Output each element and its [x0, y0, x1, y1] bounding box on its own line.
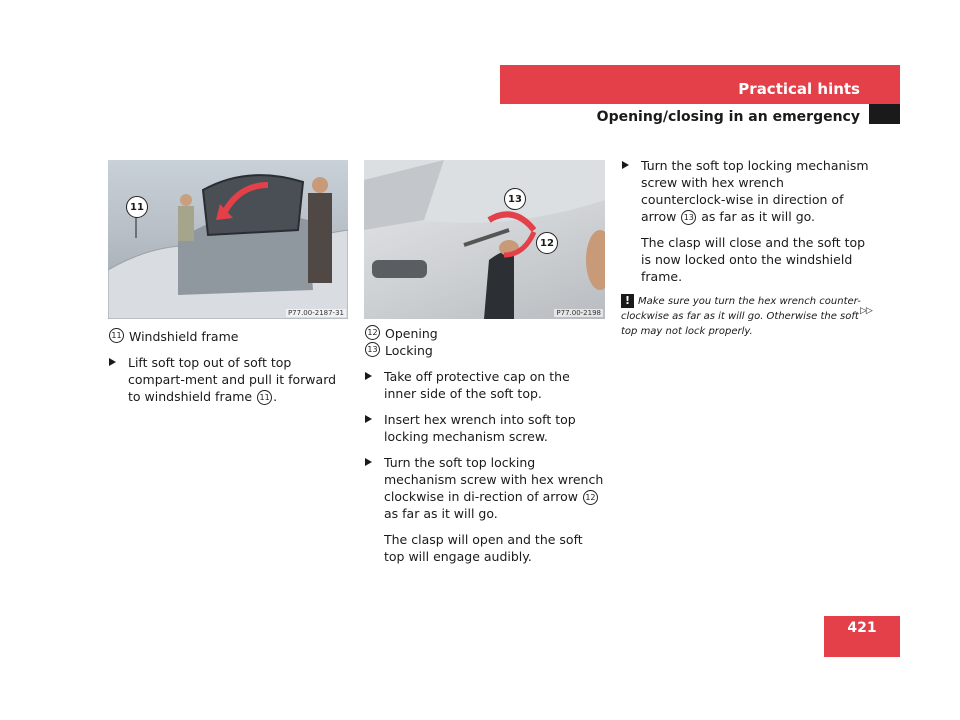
- column-2: [364, 325, 605, 565]
- bullet-triangle-icon: [365, 415, 372, 423]
- result-paragraph: The clasp will close and the soft top is now locked onto the windshield frame.: [641, 235, 866, 284]
- bullet-text-end: as far as it will go.: [384, 506, 498, 521]
- callout-12: 12: [536, 232, 558, 254]
- header-tab-marker: [869, 104, 900, 124]
- legend-item: [108, 328, 348, 345]
- legend-number: 11: [109, 328, 124, 343]
- bullet-text: Take off protective cap on the inner side of the soft top.: [384, 369, 570, 401]
- warning-text: Make sure you turn the hex wrench counter-clockwise as far as it will go. Otherwise the soft top may not lock properly.: [621, 296, 861, 337]
- instruction-bullet: [621, 157, 871, 225]
- legend-number: 13: [365, 342, 380, 357]
- callout-11: 11: [126, 196, 148, 218]
- instruction-bullet: [364, 368, 605, 402]
- bullet-triangle-icon: [622, 161, 629, 169]
- bullet-text: Turn the soft top locking mechanism screw with hex wrench counterclock-wise in direction of arrow: [641, 158, 869, 224]
- warning-note: [621, 294, 871, 339]
- bullet-triangle-icon: [365, 458, 372, 466]
- legend-item: [364, 342, 605, 359]
- figure-code: P77.00-2187-31: [287, 309, 344, 317]
- bullet-text-end: as far as it will go.: [697, 209, 816, 224]
- callout-13: 13: [504, 188, 526, 210]
- ref-number: 11: [257, 390, 272, 405]
- page-title: Opening/closing in an emergency: [596, 109, 860, 125]
- bullet-triangle-icon: [365, 372, 372, 380]
- bullet-text: Insert hex wrench into soft top locking mechanism screw.: [384, 412, 576, 444]
- page-number: 421: [847, 620, 877, 636]
- figure-soft-top-lift-illustration: [108, 160, 348, 319]
- legend-text: Windshield frame: [129, 329, 239, 344]
- legend-text: Opening: [385, 326, 438, 341]
- continued-marker-icon: ▷▷: [860, 306, 872, 316]
- page-number-box: [824, 616, 900, 657]
- figure-code: P77.00-2198: [556, 309, 601, 317]
- instruction-bullet: [364, 454, 605, 522]
- figure-hex-wrench: [364, 160, 605, 319]
- legend-item: [364, 325, 605, 342]
- bullet-triangle-icon: [109, 358, 116, 366]
- section-title: Practical hints: [738, 80, 860, 98]
- legend-number: 12: [365, 325, 380, 340]
- column-1: [108, 328, 348, 405]
- ref-number: 12: [583, 490, 598, 505]
- legend-text: Locking: [385, 343, 433, 358]
- instruction-bullet: [108, 354, 348, 405]
- bullet-text: Lift soft top out of soft top compart-ment and pull it forward to windshield frame: [128, 355, 337, 404]
- result-paragraph: The clasp will open and the soft top will engage audibly.: [384, 532, 583, 564]
- column-3: [621, 157, 871, 339]
- bullet-text-end: .: [273, 389, 278, 404]
- figure-soft-top-lift: [108, 160, 348, 319]
- warning-icon: !: [621, 294, 634, 308]
- figure-hex-wrench-illustration: [364, 160, 605, 319]
- ref-number: 13: [681, 210, 696, 225]
- bullet-text: Turn the soft top locking mechanism screw with hex wrench clockwise in di-rection of arrow: [384, 455, 604, 504]
- instruction-bullet: [364, 411, 605, 445]
